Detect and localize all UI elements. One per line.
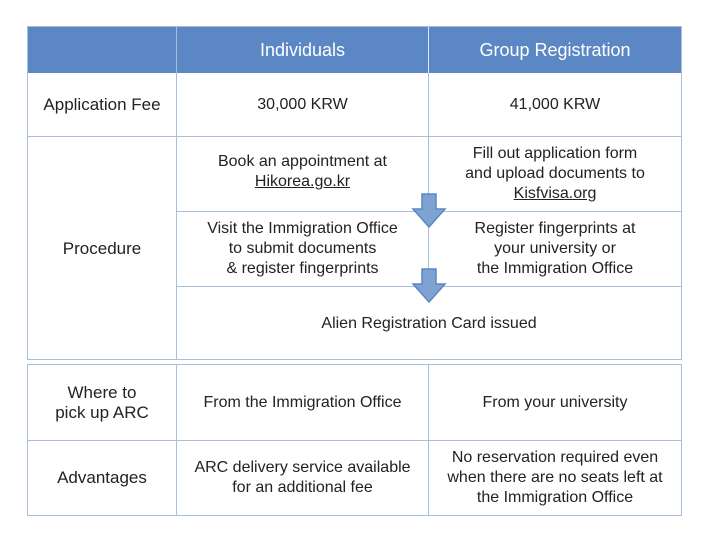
individual-step-2-line2: to submit documents — [228, 240, 377, 257]
advantages-individuals-line1: ARC delivery service available — [194, 459, 411, 476]
advantages-group-line2: when there are no seats left at — [447, 469, 663, 486]
group-step-1 — [429, 137, 681, 211]
fee-group: 41,000 KRW — [509, 96, 601, 113]
advantages-group — [429, 441, 681, 515]
pickup-individuals: From the Immigration Office — [203, 393, 402, 411]
advantages-group-line1: No reservation required even — [451, 449, 659, 466]
individual-step-2 — [177, 212, 428, 286]
group-step-1-line2: and upload documents to — [465, 165, 645, 182]
kisfvisa-link[interactable]: Kisfvisa.org — [513, 185, 597, 202]
advantages-individuals-line2: for an additional fee — [232, 479, 373, 496]
advantages-group-line3: the Immigration Office — [476, 489, 634, 506]
down-arrow-icon — [411, 268, 447, 304]
header-group-registration: Group Registration — [429, 27, 681, 73]
hikorea-link[interactable]: Hikorea.go.kr — [254, 173, 351, 190]
group-step-2-line3: the Immigration Office — [476, 260, 634, 277]
group-step-2-line2: your university or — [494, 240, 616, 257]
fee-individuals: 30,000 KRW — [257, 96, 348, 113]
individual-step-1-text: Book an appointment at — [217, 153, 387, 170]
fee-label: Application Fee — [43, 95, 161, 114]
pickup-label-line1: Where to — [67, 382, 137, 402]
final-step-arc-issued: Alien Registration Card issued — [321, 314, 537, 332]
individual-step-2-line3: & register fingerprints — [226, 260, 379, 277]
down-arrow-icon — [411, 193, 447, 229]
individual-step-1 — [177, 137, 428, 211]
pickup-group: From your university — [482, 393, 628, 411]
header-empty-cell — [28, 27, 176, 73]
advantages-label: Advantages — [57, 468, 147, 487]
group-step-1-line1: Fill out application form — [472, 145, 638, 162]
header-individuals: Individuals — [177, 27, 428, 73]
pickup-label-line2: pick up ARC — [55, 402, 149, 422]
pickup-label — [28, 365, 176, 440]
individual-step-2-line1: Visit the Immigration Office — [207, 220, 398, 237]
group-step-2 — [429, 212, 681, 286]
procedure-label: Procedure — [62, 238, 142, 258]
group-step-2-line1: Register fingerprints at — [474, 220, 636, 237]
advantages-individuals — [177, 441, 428, 515]
